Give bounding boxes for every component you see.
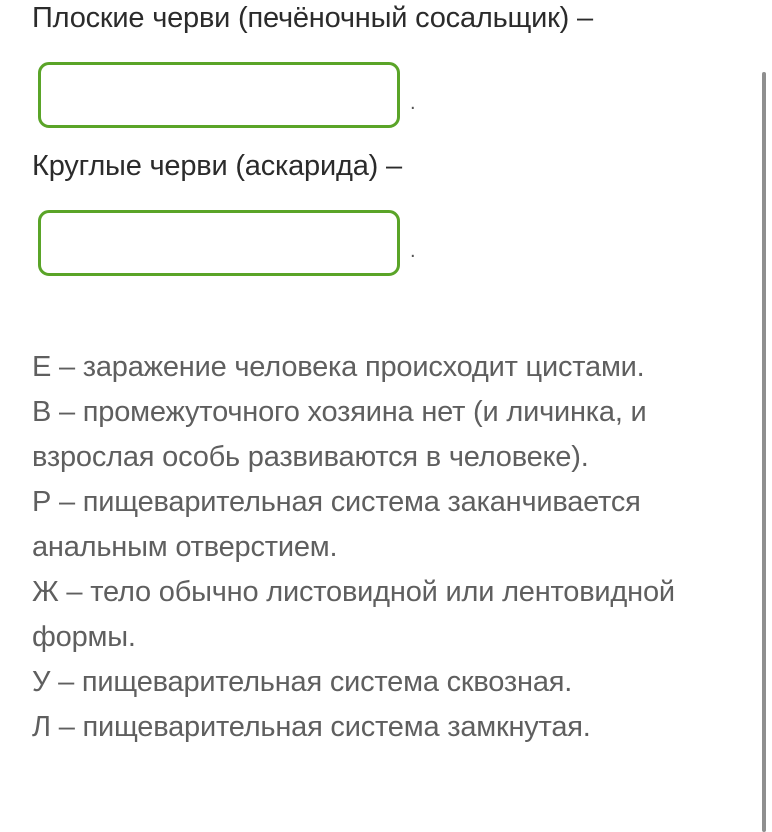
fact-item: В – промежуточного хозяина нет (и личинка, и взрослая особь развиваются в человеке).: [32, 396, 647, 473]
fact-item: Е – заражение человека происходит цистами.: [32, 351, 645, 383]
fact-item: Л – пищеварительная система замкнутая.: [32, 711, 591, 743]
facts-list: [32, 345, 722, 750]
question-label-flatworms: Плоские черви (печёночный сосальщик) –: [32, 2, 593, 34]
question-label-roundworms: Круглые черви (аскарида) –: [32, 150, 402, 182]
answer-suffix-roundworms: .: [410, 240, 416, 262]
vertical-scrollbar[interactable]: [762, 72, 766, 832]
answer-input-flatworms[interactable]: [38, 62, 400, 128]
fact-item: Р – пищеварительная система заканчивается анальным отверстием.: [32, 486, 641, 563]
answer-input-roundworms[interactable]: [38, 210, 400, 276]
fact-item: Ж – тело обычно листовидной или лентовидной формы.: [32, 576, 675, 653]
fact-item: У – пищеварительная система сквозная.: [32, 666, 573, 698]
answer-suffix-flatworms: .: [410, 92, 416, 114]
